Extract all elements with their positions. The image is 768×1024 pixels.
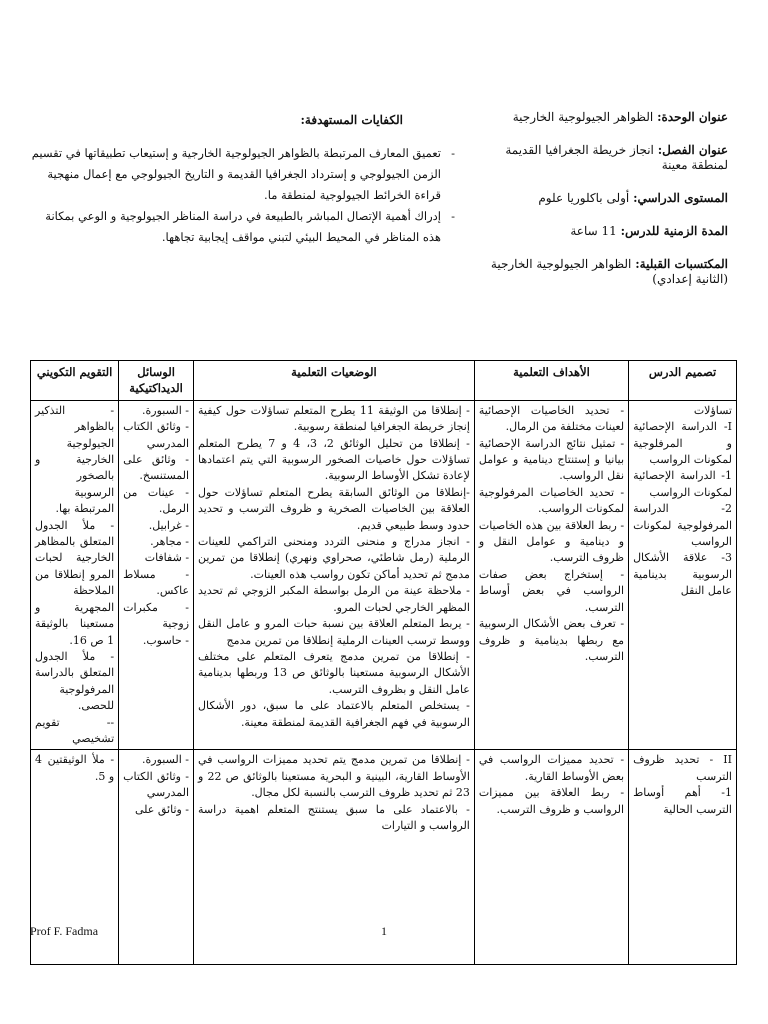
unit-label: عنوان الوحدة: (657, 110, 728, 124)
competencies-block (30, 110, 455, 248)
situation-line: - ملاحظة عينة من الرمل بواسطة المكبر الزوجي ثم تحديد المظهر الخارجي لحبات المرو. (198, 584, 470, 614)
means-line: - السبورة. (142, 753, 190, 767)
unit-value: الظواهر الجيولوجية الخارجية (512, 110, 654, 124)
means-line: - غرابيل. (148, 518, 190, 532)
situation-line: - يربط المتعلم العلاقة بين نسبة حبات المرو و عامل النقل ووسط ترسب العينات الرملية إنطلاقا من تمرين مدمج (198, 617, 470, 647)
goal-line: - تعرف بعض الأشكال الرسوبية مع ربطها بدينامية و ظروف الترسب. (478, 617, 625, 663)
cell-situations (194, 400, 475, 750)
means-line: - السبورة. (142, 403, 190, 417)
situation-line: - انجاز مدراج و منحنى التردد ومنحنى التراكمي للعينات الرملية (رمل شاطئي، صحراوي ونهري) إنطلاقا من تمرين مدمج ثم تحديد أماكن تكون رواسب هذه العينات. (198, 535, 470, 581)
cell-means (119, 750, 194, 965)
design-line: 3- علاقة الأشكال الرسوبية بدينامية عامل النقل (633, 551, 732, 598)
unit-title-row (466, 110, 728, 125)
means-line: - شفافات (144, 551, 190, 565)
situation-line: - إنطلاقا من الوثيقة 11 يطرح المتعلم تساؤلات حول كيفية إنجاز خريطة الجغرافيا لمنطقة رسوبية. (198, 403, 470, 434)
author-footer: Prof F. Fadma (30, 924, 99, 938)
cell-design (629, 400, 737, 750)
prerequisites-row (466, 257, 728, 287)
situation-line: - إنطلاقا من تحليل الوثائق 2، 3، 4 و 7 يطرح المتعلم تساؤلات حول خاصيات الصخور الرسوبية التي يتم اعتمادها لإعادة تشكل الأوساط الرسوبية. (198, 436, 470, 483)
header-means: الوسائل الديداكتيكية (119, 361, 194, 401)
level-row (466, 191, 728, 206)
cell-goals (474, 750, 628, 965)
chapter-value: انجاز خريطة الجغرافيا القديمة لمنطقة معينة (505, 143, 728, 172)
eval-line: - ملأ الجدول المتعلق بالمظاهر الخارجية لحبات المرو إنطلاقا من الملاحظة المجهرية و مستعينا بالوثيقة 1 ص 16. (35, 518, 115, 647)
design-line: 2- الدراسة المرفولوجية لمكونات الرواسب (633, 502, 732, 549)
header-situations: الوضعيات التعلمية (194, 361, 475, 401)
means-line: - حاسوب. (142, 633, 190, 647)
lesson-info (466, 110, 728, 305)
lesson-plan-table (30, 360, 737, 965)
chapter-title-row (466, 143, 728, 173)
table-header-row (31, 361, 737, 401)
design-line: II - تحديد ظروف الترسب (633, 753, 732, 783)
goal-line: - ربط العلاقة بين مميزات الرواسب و ظروف الترسب. (478, 786, 625, 816)
situation-line: - بالاعتماد على ما سبق يستنتج المتعلم اهمية دراسة الرواسب و التيارات (198, 802, 470, 832)
means-line: - مجاهر. (150, 535, 190, 549)
goal-line: - تمثيل نتائج الدراسة الإحصائية بيانيا و إستنتاج دينامية و عوامل نقل الرواسب. (478, 436, 625, 483)
eval-line: -- تقويم تشخيصي (35, 715, 115, 745)
cell-goals (474, 400, 628, 750)
means-line: - مكبرات زوجية (123, 600, 190, 631)
cell-design (629, 750, 737, 965)
situation-line: - يستخلص المتعلم بالاعتماد على ما سبق، دور الأشكال الرسوبية في فهم الجغرافية القديمة لمنطقة معينة. (198, 699, 470, 729)
means-line: - وثائق على (134, 802, 190, 816)
cell-means (119, 400, 194, 750)
page-number: 1 (381, 924, 387, 938)
design-line: 1- أهم أوساط الترسب الحالية (633, 786, 732, 816)
design-line: 1- الدراسة الإحصائية لمكونات الرواسب (633, 469, 732, 499)
level-value: أولى باكلوريا علوم (538, 191, 630, 205)
situation-line: - إنطلاقا من تمرين مدمج يتم تحديد مميزات الرواسب في الأوساط القارية، البينية و البحرية مستعينا بالوثائق ص 22 و 23 ثم تحديد ظروف الترسب بالنسبة لكل مجال. (198, 753, 470, 800)
eval-line: - ملأ الوثيقتين 4 و 5. (35, 753, 115, 783)
header-goals: الأهداف التعلمية (474, 361, 628, 401)
means-line: - وثائق الكتاب المدرسي (123, 769, 190, 800)
header-eval: التقويم التكويني (31, 361, 119, 401)
duration-row (466, 224, 728, 239)
cell-eval (31, 400, 119, 750)
situation-line: -إنطلاقا من الوثائق السابقة يطرح المتعلم تساؤلات حول العلاقة بين الخاصيات الصخرية و ظروف الترسب و تحديد حدود وسط طبيعي قديم. (198, 485, 470, 532)
table-row (31, 400, 737, 750)
goal-line: - ربط العلاقة بين هذه الخاصيات و دينامية و عوامل النقل و ظروف الترسب. (478, 518, 625, 565)
prerequisites-label: المكتسبات القبلية: (635, 257, 728, 271)
means-line: - مسلاط عاكس. (123, 567, 190, 598)
competencies-list (30, 143, 455, 248)
header-design: تصميم الدرس (629, 361, 737, 401)
prerequisites-value: الظواهر الجيولوجية الخارجية (الثانية إعدادي) (490, 257, 728, 286)
goal-line: - تحديد الخاصيات المرفولوجية لمكونات الرواسب. (478, 485, 625, 516)
eval-line: - ملأ الجدول المتعلق بالدراسة المرفولوجية للحصى. (35, 649, 115, 713)
means-line: - عينات من الرمل. (123, 485, 190, 516)
means-line: - وثائق على المستنسخ. (123, 453, 190, 483)
duration-value: 11 ساعة (570, 224, 617, 238)
competencies-title: الكفايات المستهدفة: (300, 113, 403, 127)
eval-line: - التذكير بالظواهر الجيولوجية الخارجية و بالصخور الرسوبية المرتبطة بها. (35, 403, 115, 516)
goal-line: - إستخراج بعض صفات الرواسب في بعض أوساط الترسب. (478, 567, 625, 614)
goal-line: - تحديد مميزات الرواسب في بعض الأوساط القارية. (478, 753, 625, 783)
design-line: تساؤلات (693, 403, 732, 417)
level-label: المستوى الدراسي: (633, 191, 728, 205)
situation-line: - إنطلاقا من تمرين مدمج يتعرف المتعلم على مختلف الأشكال الرسوبية مستعينا بالوثائق ص 13 وربطها بدينامية عامل النقل و بظروف الترسب. (198, 649, 470, 696)
design-line: I- الدراسة الإحصائية و المرفلوجية لمكونات الرواسب (633, 420, 732, 467)
duration-label: المدة الزمنية للدرس: (620, 224, 728, 238)
chapter-label: عنوان الفصل: (657, 143, 728, 157)
cell-situations (194, 750, 475, 965)
goal-line: - تحديد الخاصيات الإحصائية لعينات مختلفة من الرمال. (478, 403, 625, 434)
competency-item: - تعميق المعارف المرتبطة بالظواهر الجيولوجية الخارجية و إستيعاب تطبيقاتها في تقسيم الزمن الجيولوجي و إسترداد الجغرافيا القديمة و التاريخ الجيولوجي مع إعمال منهجية قراءة الخرائط الجيولوجية لمنطقة ما. (30, 143, 455, 206)
competency-item: - إدراك أهمية الإتصال المباشر بالطبيعة في دراسة المناظر الجيولوجية و الوعي بمكانة هذه المناظر في المحيط البيئي لتبني مواقف إيجابية تجاهها. (30, 206, 455, 248)
means-line: - وثائق الكتاب المدرسي (123, 420, 190, 450)
